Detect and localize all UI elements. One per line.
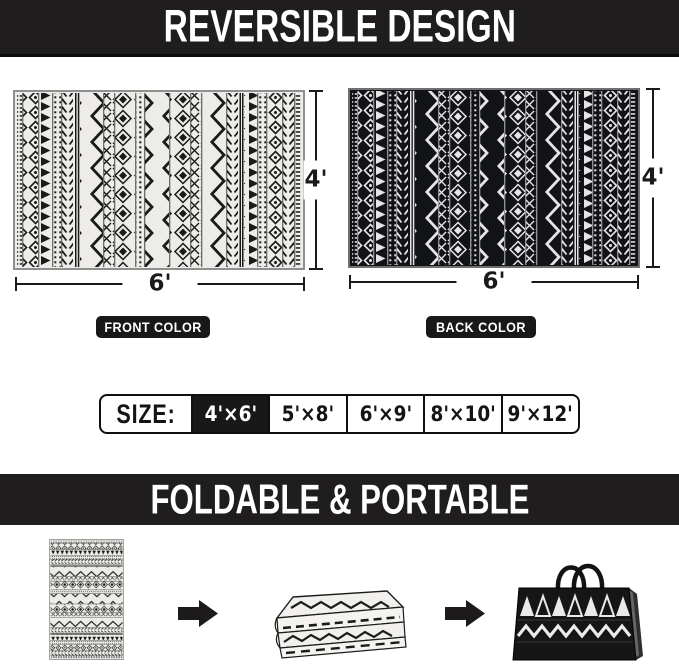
- size-label-cell: [101, 396, 191, 432]
- dimension-cap: [303, 277, 305, 291]
- front-rug-pattern-icon: [13, 90, 305, 270]
- back-rug-height-label: 4': [640, 159, 665, 198]
- back-rug-height-dimension: [641, 88, 665, 268]
- front-rug-height-dimension: [304, 90, 328, 270]
- size-selector: [99, 394, 580, 434]
- folded-rug-icon: [263, 589, 408, 662]
- process-arrow-2: [445, 600, 485, 627]
- size-option-6x9: [346, 396, 423, 432]
- back-color-badge: [426, 316, 536, 338]
- back-rug-width-label: 6': [456, 270, 531, 295]
- back-color-badge-label: BACK COLOR: [436, 319, 526, 335]
- dimension-cap: [637, 275, 639, 289]
- size-option-5x8: [268, 396, 345, 432]
- front-rug-image: [13, 90, 305, 270]
- front-rug-width-dimension: [15, 270, 305, 297]
- size-option-4x6: [191, 396, 268, 432]
- size-label: SIZE:: [116, 398, 176, 429]
- dimension-cap: [349, 275, 351, 289]
- size-option-label: 9'×12': [507, 402, 574, 426]
- arrow-right-icon: [445, 600, 485, 627]
- dimension-cap: [15, 277, 17, 291]
- foldable-portable-banner: [0, 474, 679, 525]
- banner-top-title: REVERSIBLE DESIGN: [163, 1, 516, 52]
- size-option-label: 8'×10': [430, 402, 496, 426]
- size-option-label: 4'×6': [204, 402, 257, 426]
- back-rug-pattern-icon: [348, 88, 640, 268]
- flat-rug-icon: [48, 539, 125, 660]
- front-rug-width-label: 6': [122, 272, 197, 297]
- process-arrow-1: [178, 600, 218, 627]
- dimension-cap: [309, 268, 323, 270]
- front-rug-height-label: 4': [303, 161, 328, 200]
- banner-bottom-title: FOLDABLE & PORTABLE: [149, 476, 530, 523]
- front-color-badge: [96, 316, 210, 338]
- dimension-cap: [646, 88, 660, 90]
- process-step-folded-rug: [263, 589, 408, 662]
- back-rug-image: [348, 88, 640, 268]
- size-option-label: 6'×9': [359, 402, 412, 426]
- dimension-cap: [646, 266, 660, 268]
- reversible-design-banner: [0, 0, 679, 57]
- size-option-label: 5'×8': [281, 402, 335, 426]
- front-color-badge-label: FRONT COLOR: [104, 319, 202, 335]
- process-step-carry-bag: [512, 556, 648, 666]
- size-option-8x10: [423, 396, 500, 432]
- carry-bag-icon: [512, 556, 648, 666]
- arrow-right-icon: [178, 600, 218, 627]
- size-option-9x12: [501, 396, 578, 432]
- process-step-flat-rug: [48, 539, 125, 660]
- dimension-cap: [309, 90, 323, 92]
- back-rug-width-dimension: [349, 268, 639, 295]
